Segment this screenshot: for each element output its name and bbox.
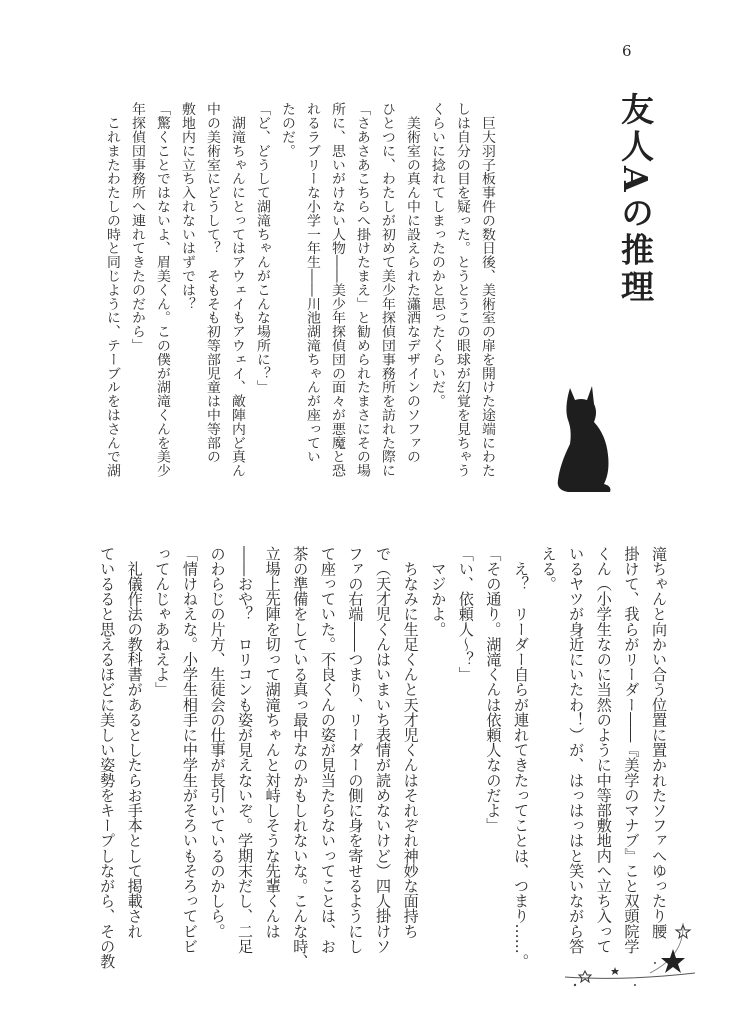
text-column: ひとつに、わたしが初めて美少年探偵団事務所を訪れた際に — [379, 102, 395, 478]
text-column: 「い、依頼人～？」 — [456, 546, 475, 682]
text-column: ってんじゃあねえよ」 — [153, 546, 172, 697]
text-column: 茶の準備をしている真っ最中なのかもしれないな。こんな時、 — [291, 546, 310, 969]
text-column: たのだ。 — [279, 102, 295, 158]
text-column: 「その通り。湖滝くんは依頼人なのだよ」 — [484, 546, 503, 833]
text-column: 立場上先陣を切って湖滝ちゃんと対峙しそうな先輩くんは — [263, 546, 282, 939]
text-column: 所に、思いがけない人物――美少年探偵団の面々が悪魔と恐 — [329, 102, 345, 478]
text-column: ――おや？ ロリコンも姿が見えないぞ。学期末だし、二足 — [236, 546, 255, 954]
text-column: これまたわたしの時と同じように、テーブルをはさんで湖 — [104, 102, 120, 478]
cat-silhouette-icon — [548, 380, 618, 495]
text-column: 敷地内に立ち入れないはずでは？ — [179, 102, 195, 311]
text-column: ちなみに生足くんと天才児くんはそれぞれ神妙な面持ち — [401, 546, 420, 939]
text-column: え？ リーダー自らが連れてきたってことは、つまり……。 — [512, 546, 531, 969]
text-column: 「驚くことではないよ、眉美くん。この僕が湖滝くんを美少 — [154, 102, 170, 478]
text-column: ファの右端――つまり、リーダーの側に身を寄せるようにし — [346, 546, 365, 954]
text-column: 滝ちゃんと向かい合う位置に置かれたソファへゆったり腰 — [650, 546, 668, 939]
text-column: で（天才児くんはいまいち表情が読めないけど）四人掛けソ — [374, 546, 393, 954]
text-column: くん（小学生なのに当然のように中等部敷地内へ立ち入って — [594, 546, 613, 954]
text-column: 「ど、どうして湖滝ちゃんがこんな場所に？」 — [254, 102, 270, 394]
text-column: いるヤツが身近にいたわ！）が、はっはっはと笑いながら答 — [567, 546, 586, 954]
text-column: える。 — [539, 546, 558, 592]
text-column: 「さあさあこちらへ掛けたまえ」と勧められたまさにその場 — [354, 102, 370, 478]
text-column: 年探偵団事務所へ連れてきたのだから」 — [129, 102, 145, 353]
text-column: 礼儀作法の教科書があるとしたらお手本として掲載され — [125, 546, 144, 939]
body-text-top — [97, 102, 497, 477]
text-column: て座っていた。不良くんの姿が見当たらないってことは、お — [318, 546, 337, 954]
chapter-title: 友人Aの推理 — [616, 92, 655, 307]
text-column: くらいに捻れてしまったのかと思ったくらいだ。 — [429, 102, 445, 408]
star-ornament-icon — [555, 915, 705, 1005]
text-column: 掛けて、我らがリーダー――『美学のマナブ』こと双頭院学 — [622, 546, 641, 954]
body-text-bottom — [91, 546, 670, 969]
text-column: 「情けねえな。小学生相手に中学生がそろいもそろってビビ — [180, 546, 199, 954]
text-column: しは自分の目を疑った。とうとうこの眼球が幻覚を見ちゃう — [454, 102, 470, 478]
text-column: 巨大羽子板事件の数日後、美術室の扉を開けた途端にわた — [479, 102, 495, 478]
text-column: 中の美術室にどうして？ そもそも初等部児童は中等部の — [204, 102, 220, 464]
page-number: 6 — [622, 42, 632, 60]
text-column: ているると思えるほどに美しい姿勢をキープしながら、その教 — [98, 546, 117, 969]
text-column: 美術室の真ん中に設えられた瀟洒なデザインのソファの — [404, 102, 420, 464]
text-column: のわらじの片方、生徒会の仕事が長引いているのかしら。 — [208, 546, 227, 939]
text-column: マジかよ。 — [429, 546, 448, 637]
text-column: 湖滝ちゃんにとってはアウェイもアウェイ、敵陣内ど真ん — [229, 102, 245, 478]
text-column: れるラブリーな小学一年生――川池湖滝ちゃんが座ってい — [304, 102, 320, 464]
